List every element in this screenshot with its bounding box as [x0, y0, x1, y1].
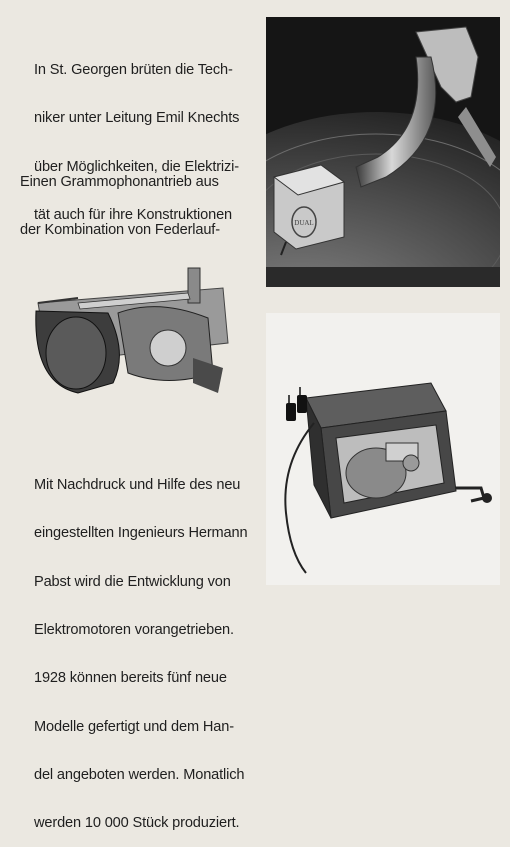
gramophone-box-photo	[266, 313, 500, 585]
text-line: eingestellten Ingenieurs Hermann	[34, 525, 248, 542]
svg-text:DUAL: DUAL	[294, 219, 314, 227]
text-line: In St. Georgen brüten die Tech-	[34, 62, 233, 79]
text-line: der Kombination von Federlauf-	[20, 222, 220, 239]
motor-photo	[18, 243, 246, 420]
text-line: Elektromotoren vorangetrieben.	[34, 622, 234, 639]
text-line: werden 10 000 Stück produziert.	[34, 815, 240, 832]
text-line: Pabst wird die Entwicklung von	[34, 573, 231, 590]
text-line: Einen Grammophonantrieb aus	[20, 174, 219, 191]
text-line: 1928 können bereits fünf neue	[34, 670, 227, 687]
text-line: über Möglichkeiten, die Elektrizi-	[34, 158, 239, 175]
text-line: niker unter Leitung Emil Knechts	[34, 110, 240, 127]
text-line: del angeboten werden. Monatlich	[34, 766, 245, 783]
text-line: Mit Nachdruck und Hilfe des neu	[34, 477, 241, 494]
paragraph-development	[34, 445, 247, 847]
text-line: Modelle gefertigt und dem Han-	[34, 718, 234, 735]
text-line: tät auch für ihre Konstruktionen	[34, 207, 233, 224]
tonearm-photo	[266, 17, 500, 287]
